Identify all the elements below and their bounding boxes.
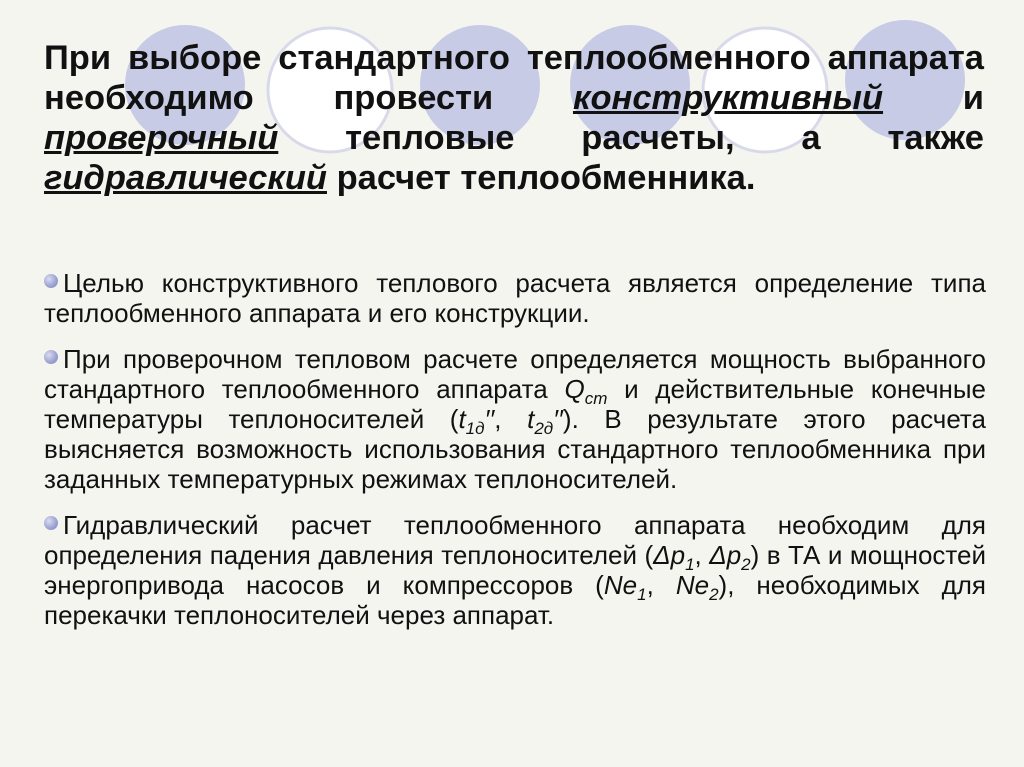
bullet-item: Гидравлический расчет теплообменного аппарата необходим для определения падения давления теплоносителей ($\Delta p_1$, $\Delta p_2$) в ТА и мощностей энергопривода насосов и компрессоров ($Ne_1$, $Ne_2$), необходимых для перекачки теплоносителей через аппарат. [44,510,987,630]
title-text: тепловые расчеты, а также [345,119,984,157]
bullet-text: При проверочном тепловом расчете определяется мощность выбранного стандартного теплообменного аппарата [44,344,986,404]
formula-q: $Q_{ст}$ [564,374,608,409]
formula-ne1: $Ne_1$ [603,570,647,605]
bullet-dot-icon [44,516,58,530]
formula-t2: $t_{2д}''$ [527,404,563,439]
bullet-text: Целью конструктивного теплового расчета является определение типа теплообменного аппарата и его конструкции. [44,268,986,328]
formula-t1: $t_{1д}''$ [458,404,495,439]
title-emphasis-constructive: конструктивный [572,79,884,117]
slide-title [44,38,984,198]
bullet-dot-icon [44,274,58,288]
formula-dp2: $\Delta p_2$ [709,540,751,575]
title-text: расчет теплообменника. [336,159,756,197]
title-text: При выборе стандартного теплообменного аппарата необходимо провести [44,39,984,117]
title-emphasis-hydraulic: гидравлический [44,159,327,197]
title-text: и [962,79,984,117]
title-emphasis-verification: проверочный [44,119,279,157]
bullet-text: Гидравлический расчет теплообменного аппарата необходим для определения падения давления теплоносителей ( [44,510,986,570]
bullet-text: ), необходимых для перекачки теплоносителей через аппарат. [44,570,986,630]
formula-dp1: $\Delta p_1$ [653,540,695,575]
bullet-dot-icon [44,350,58,364]
bullet-text: ). В результате этого расчета выясняется возможность использования стандартного теплообменника при заданных температурных режимах теплоносителей. [44,404,986,494]
bullet-text: и действительные конечные температуры теплоносителей ( [44,374,986,434]
bullet-list [44,268,986,646]
bullet-text: ) в ТА и мощностей энергопривода насосов и компрессоров ( [44,540,987,600]
formula-ne2: $Ne_2$ [675,570,719,605]
bullet-item: При проверочном тепловом расчете определяется мощность выбранного стандартного теплообменного аппарата $Q_{ст}$ и действительные конечные температуры теплоносителей ($t_{1д}''$, $t_{2д}''$). В результате этого расчета выясняется возможность использования стандартного теплообменника при заданных температурных режимах теплоносителей. [44,344,986,494]
bullet-item [44,268,986,328]
